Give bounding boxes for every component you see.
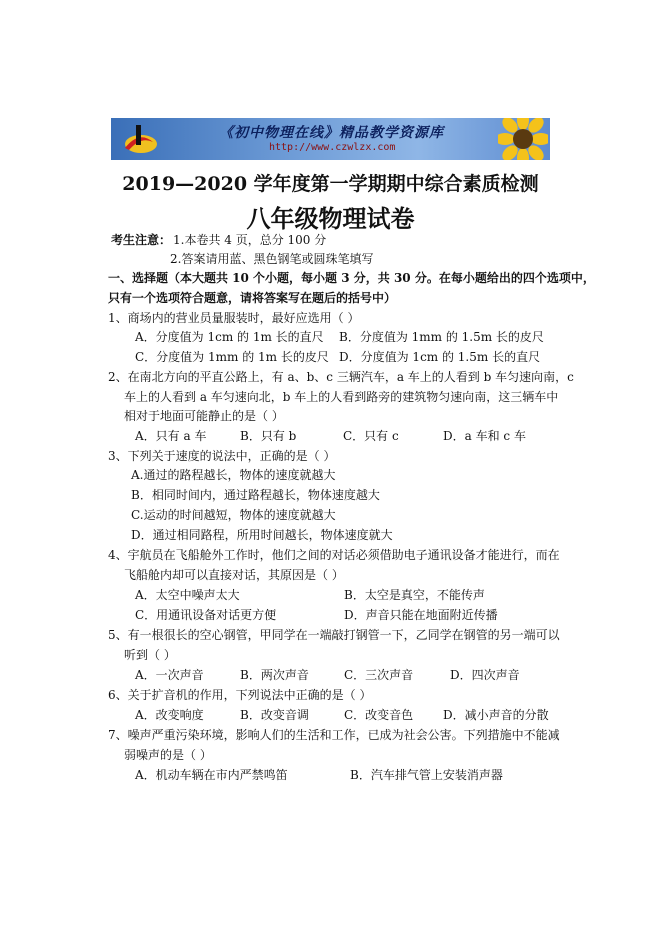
exam-title: 2019—2020 学年度第一学期期中综合素质检测: [122, 173, 539, 195]
q6-option-b: B．改变音调: [240, 708, 309, 722]
q7-stem-line-1: 7、噪声严重污染环境，影响人们的生活和工作，已成为社会公害。下列措施中不能减: [108, 728, 560, 742]
q2-option-c: C．只有 c: [343, 429, 399, 443]
q2-option-d: D．a 车和 c 车: [443, 429, 526, 443]
q1-option-c: C．分度值为 1mm 的 1m 长的皮尺: [135, 350, 329, 364]
q7-option-a: A．机动车辆在市内严禁鸣笛: [135, 768, 288, 782]
q2-option-b: B．只有 b: [240, 429, 297, 443]
q4-option-d: D．声音只能在地面附近传播: [344, 608, 498, 622]
section-heading-line-1: 一、选择题（本大题共 10 个小题，每小题 3 分，共 30 分。在每小题给出的四个选项中，: [108, 271, 595, 285]
banner-url: http://www.czwlzx.com: [269, 142, 396, 153]
q6-stem: 6、关于扩音机的作用，下列说法中正确的是（ ）: [108, 688, 372, 702]
q3-stem: 3、下列关于速度的说法中，正确的是（ ）: [108, 449, 336, 463]
q4-stem-line-2: 飞船舱内却可以直接对话，其原因是（ ）: [124, 568, 344, 582]
q1-option-b: B．分度值为 1mm 的 1.5m 长的皮尺: [339, 330, 544, 344]
q7-option-b: B．汽车排气管上安装消声器: [350, 768, 503, 782]
q2-option-a: A．只有 a 车: [135, 429, 207, 443]
q1-option-a: A．分度值为 1cm 的 1m 长的直尺: [135, 330, 324, 344]
q3-option-c: C.运动的时间越短，物体的速度就越大: [131, 508, 336, 522]
exam-subtitle: 八年级物理试卷: [246, 204, 415, 233]
q5-option-a: A．一次声音: [135, 668, 204, 682]
q6-option-c: C．改变音色: [344, 708, 414, 722]
q3-option-a: A.通过的路程越长，物体的速度就越大: [131, 468, 336, 482]
notice-line-1: 1.本卷共 4 页，总分 100 分: [173, 233, 327, 247]
q2-stem-line-3: 相对于地面可能静止的是（ ）: [124, 409, 284, 423]
q1-option-d: D．分度值为 1cm 的 1.5m 长的直尺: [339, 350, 541, 364]
q5-option-b: B．两次声音: [240, 668, 309, 682]
q3-option-d: D．通过相同路程，所用时间越长，物体速度就大: [131, 528, 393, 542]
q6-option-d: D．减小声音的分散: [443, 708, 549, 722]
site-logo-icon: [119, 122, 159, 156]
q1-stem: 1、商场内的营业员量服装时，最好应选用（ ）: [108, 311, 360, 325]
banner-title: 《初中物理在线》精品教学资源库: [219, 125, 444, 141]
q4-option-b: B．太空是真空，不能传声: [344, 588, 485, 602]
sunflower-icon: [498, 118, 548, 160]
notice-label: 考生注意：: [111, 233, 172, 247]
header-banner: [111, 118, 550, 160]
q3-option-b: B．相同时间内，通过路程越长，物体速度越大: [131, 488, 380, 502]
notice-line-2: 2.答案请用蓝、黑色钢笔或圆珠笔填写: [170, 252, 374, 266]
q5-option-c: C．三次声音: [344, 668, 414, 682]
q7-stem-line-2: 弱噪声的是（ ）: [124, 748, 212, 762]
q4-option-a: A．太空中噪声太大: [135, 588, 240, 602]
q5-stem-line-1: 5、有一根很长的空心钢管，甲同学在一端敲打钢管一下，乙同学在钢管的另一端可以: [108, 628, 560, 642]
q2-stem-line-1: 2、在南北方向的平直公路上，有 a、b、c 三辆汽车，a 车上的人看到 b 车匀速向南，c: [108, 370, 574, 384]
q4-option-c: C．用通讯设备对话更方便: [135, 608, 277, 622]
q4-stem-line-1: 4、宇航员在飞船舱外工作时，他们之间的对话必须借助电子通讯设备才能进行，而在: [108, 548, 560, 562]
q5-stem-line-2: 听到（ ）: [124, 648, 176, 662]
section-heading-line-2: 只有一个选项符合题意，请将答案写在题后的括号中）: [108, 291, 397, 305]
q2-stem-line-2: 车上的人看到 a 车匀速向北，b 车上的人看到路旁的建筑物匀速向南，这三辆车中: [124, 390, 559, 404]
q5-option-d: D．四次声音: [450, 668, 520, 682]
q6-option-a: A．改变响度: [135, 708, 204, 722]
